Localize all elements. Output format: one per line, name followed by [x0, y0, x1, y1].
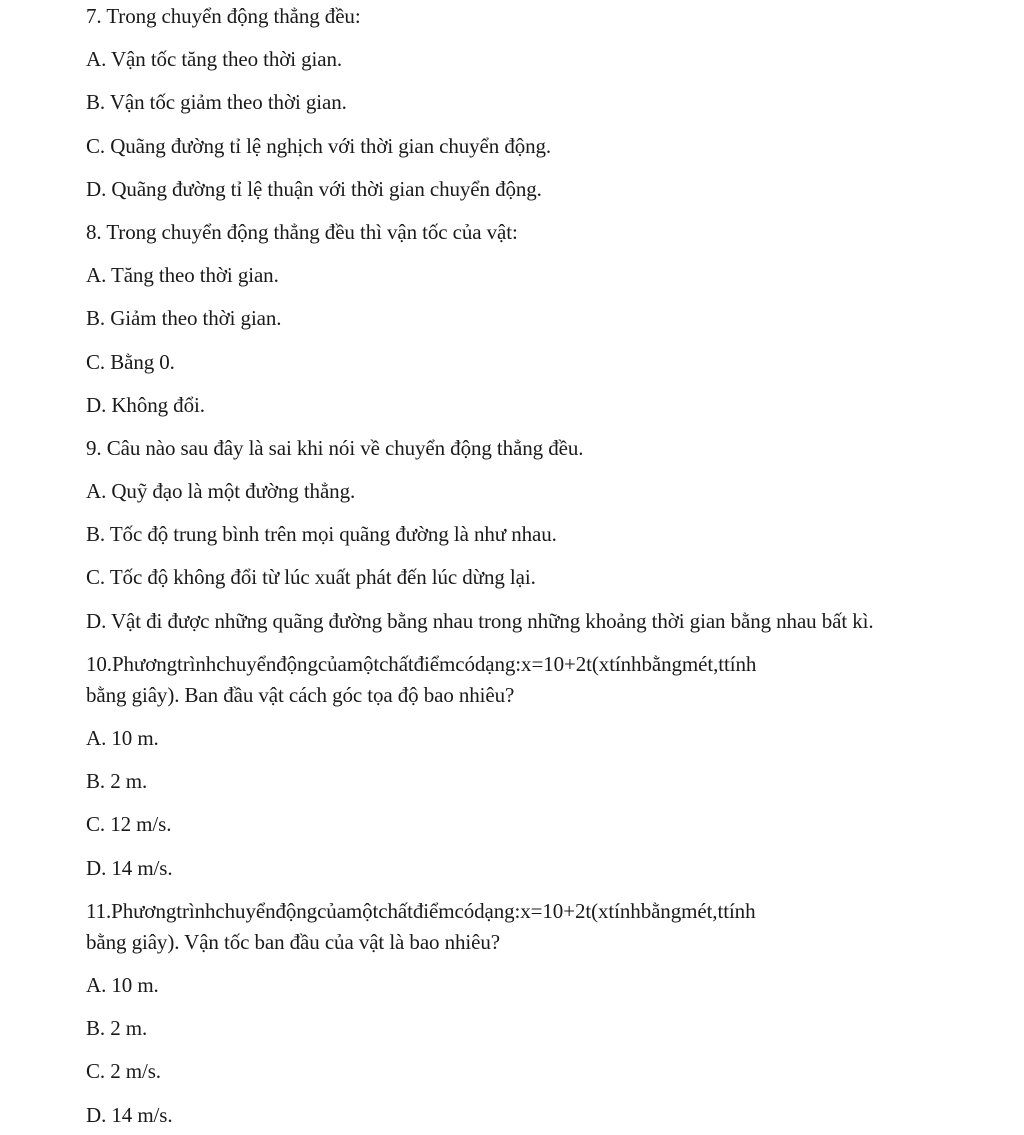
- stem-word: trình: [176, 898, 216, 923]
- question-9-option-c: C. Tốc độ không đổi từ lúc xuất phát đến lúc dừng lại.: [86, 565, 536, 590]
- stem-word: x: [521, 651, 532, 676]
- stem-word: tính: [723, 898, 756, 923]
- question-10-stem-line-2: bằng giây). Ban đầu vật cách góc tọa độ bao nhiêu?: [86, 682, 515, 707]
- stem-word: mét,: [681, 651, 719, 676]
- question-7-stem: 7. Trong chuyển động thẳng đều:: [86, 4, 361, 28]
- stem-word: +: [563, 898, 575, 923]
- stem-word: có: [454, 898, 475, 923]
- question-10-option-d: D. 14 m/s.: [86, 855, 173, 880]
- stem-word: chuyển: [216, 651, 277, 676]
- stem-word: mét,: [681, 898, 718, 923]
- stem-word: t: [717, 898, 724, 923]
- stem-word: (x: [591, 651, 610, 676]
- stem-word: 2t: [574, 898, 592, 923]
- question-9-stem: 9. Câu nào sau đây là sai khi nói về chuyển động thẳng đều.: [86, 435, 584, 460]
- question-11-stem-line-2: bằng giây). Vận tốc ban đầu của vật là bao nhiêu?: [86, 929, 500, 954]
- stem-word: một: [345, 898, 379, 923]
- stem-word: động: [275, 898, 318, 923]
- stem-word: =: [531, 651, 544, 676]
- question-10-stem: [86, 652, 972, 708]
- question-8-option-d: D. Không đổi.: [86, 392, 205, 417]
- stem-word: Phương: [111, 898, 177, 923]
- stem-word: Phương: [111, 651, 178, 676]
- stem-word: có: [455, 651, 475, 676]
- stem-word: một: [346, 651, 380, 676]
- stem-word: tính: [723, 651, 757, 676]
- question-7-option-d: D. Quãng đường tỉ lệ thuận với thời gian chuyển động.: [86, 176, 542, 201]
- question-11-option-d: D. 14 m/s.: [86, 1102, 173, 1127]
- question-10-option-b: B. 2 m.: [86, 769, 148, 794]
- stem-word: (x: [591, 898, 609, 923]
- question-8-stem: 8. Trong chuyển động thẳng đều thì vận tốc của vật:: [86, 219, 518, 244]
- question-8-option-a: A. Tăng theo thời gian.: [86, 263, 279, 288]
- question-9-option-b: B. Tốc độ trung bình trên mọi quãng đường là như nhau.: [86, 522, 557, 547]
- question-9-option-a: A. Quỹ đạo là một đường thẳng.: [86, 479, 356, 504]
- question-7-option-b: B. Vận tốc giảm theo thời gian.: [86, 90, 347, 115]
- stem-word: 10.: [86, 651, 112, 676]
- question-9-option-d: D. Vật đi được những quãng đường bằng nhau trong những khoảng thời gian bằng nhau bất kì.: [86, 608, 874, 633]
- stem-word: điểm: [413, 651, 456, 676]
- stem-word: 10: [542, 898, 564, 923]
- question-11-stem: [86, 899, 972, 955]
- stem-word: dạng:: [474, 651, 522, 676]
- stem-word: bằng: [641, 651, 682, 676]
- stem-word: của: [317, 898, 346, 923]
- stem-word: động: [276, 651, 318, 676]
- stem-word: chuyển: [215, 898, 276, 923]
- stem-word: =: [530, 898, 543, 923]
- stem-word: chất: [378, 898, 413, 923]
- stem-word: tính: [609, 651, 642, 676]
- question-8-option-b: B. Giảm theo thời gian.: [86, 306, 282, 331]
- question-7-option-a: A. Vận tốc tăng theo thời gian.: [86, 47, 343, 72]
- question-10-stem-line-1: [86, 652, 968, 677]
- question-7-option-c: C. Quãng đường tỉ lệ nghịch với thời gian chuyển động.: [86, 133, 552, 158]
- question-11-stem-line-1: [86, 899, 968, 924]
- stem-word: 2t: [575, 651, 592, 676]
- stem-word: 11.: [86, 898, 112, 923]
- stem-word: bằng: [640, 898, 682, 923]
- question-10-option-c: C. 12 m/s.: [86, 812, 172, 837]
- stem-word: chất: [379, 651, 414, 676]
- stem-word: t: [718, 651, 724, 676]
- question-11-option-b: B. 2 m.: [86, 1016, 148, 1041]
- stem-word: x: [520, 898, 531, 923]
- stem-word: dạng:: [474, 898, 521, 923]
- stem-word: 10: [543, 651, 564, 676]
- stem-word: trình: [177, 651, 217, 676]
- stem-word: điểm: [412, 898, 455, 923]
- question-10-option-a: A. 10 m.: [86, 726, 159, 750]
- stem-word: tính: [608, 898, 641, 923]
- question-8-option-c: C. Bằng 0.: [86, 349, 175, 374]
- stem-word: của: [317, 651, 347, 676]
- stem-word: +: [564, 651, 576, 676]
- question-11-option-c: C. 2 m/s.: [86, 1059, 161, 1084]
- question-11-option-a: A. 10 m.: [86, 972, 159, 997]
